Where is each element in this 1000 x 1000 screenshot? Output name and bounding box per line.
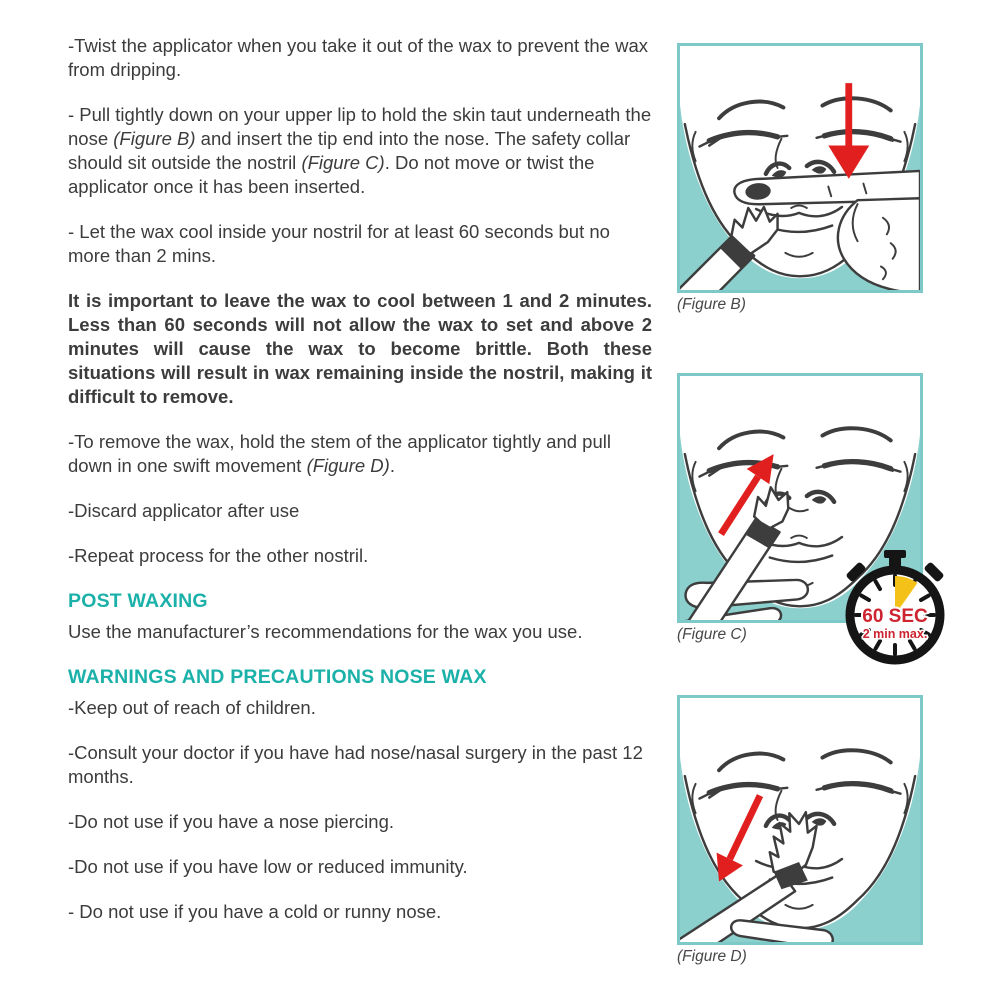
figure-d-illustration <box>677 695 923 945</box>
instruction-paragraph: - Do not use if you have a cold or runny nose. <box>68 901 442 922</box>
instruction-paragraph: -Do not use if you have a nose piercing. <box>68 811 394 832</box>
figure-caption: (Figure B) <box>677 296 746 313</box>
figure-b-illustration <box>677 43 923 293</box>
stopwatch-secondary-label: 2 min max. <box>862 627 928 641</box>
instruction-paragraph: -Consult your doctor if you have had nose/nasal surgery in the past 12 months. <box>68 742 643 787</box>
section-heading: POST WAXING <box>68 590 208 612</box>
instruction-paragraph: -Keep out of reach of children. <box>68 697 316 718</box>
section-heading: WARNINGS AND PRECAUTIONS NOSE WAX <box>68 666 487 688</box>
figure-d <box>677 695 923 966</box>
instruction-paragraph: - Let the wax cool inside your nostril for at least 60 seconds but no more than 2 mins. <box>68 221 610 266</box>
figure-caption: (Figure C) <box>677 626 747 643</box>
figure-caption: (Figure D) <box>677 948 747 965</box>
instruction-paragraph: Use the manufacturer’s recommendations for the wax you use. <box>68 621 583 642</box>
instruction-paragraph: -To remove the wax, hold the stem of the applicator tightly and pull down in one swift movement (Figure D). <box>68 431 611 476</box>
figure-b <box>677 43 923 314</box>
face-remove-illustration <box>680 698 920 942</box>
face-lip-pull-illustration <box>680 46 920 290</box>
instruction-paragraph: -Twist the applicator when you take it out of the wax to prevent the wax from dripping. <box>68 35 648 80</box>
instruction-paragraph: -Do not use if you have low or reduced immunity. <box>68 856 468 877</box>
instruction-paragraph: -Repeat process for the other nostril. <box>68 545 369 566</box>
stopwatch-icon <box>843 549 947 667</box>
instruction-paragraph: It is important to leave the wax to cool between 1 and 2 minutes. Less than 60 seconds will not allow the wax to set and above 2 minutes will cause the wax to become brittle. Both these situations will result in wax remaining inside the nostril, making it difficult to remove. <box>68 290 652 407</box>
instruction-paragraph: - Pull tightly down on your upper lip to hold the skin taut underneath the nose (Figure B) and insert the tip end into the nose. The safety collar should sit outside the nostril (Figure C). Do not move or twist the applicator once it has been inserted. <box>68 104 652 197</box>
instruction-paragraph: -Discard applicator after use <box>68 500 300 521</box>
stopwatch-primary-label: 60 SEC <box>862 606 928 627</box>
instruction-text <box>68 34 652 945</box>
